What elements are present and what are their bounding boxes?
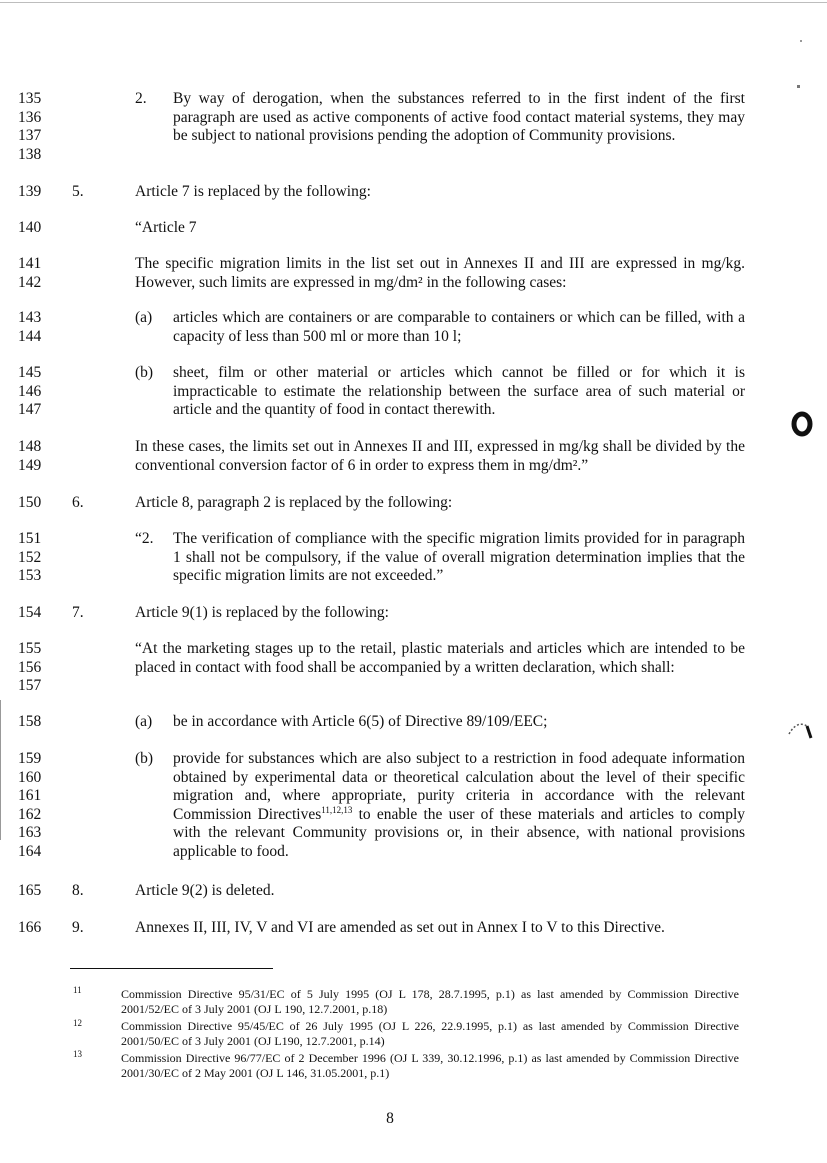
list-label: (a): [135, 309, 153, 326]
paragraph-number: “2.: [135, 530, 154, 547]
line-numbers: 158: [18, 713, 42, 730]
item-number: 8.: [72, 882, 84, 899]
line-numbers: 145 146 147: [18, 364, 42, 418]
list-label: (b): [135, 750, 154, 767]
line-numbers: 155 156 157: [18, 640, 42, 694]
item-number: 7.: [72, 604, 84, 621]
line-numbers: 166: [18, 919, 42, 936]
item-number: 6.: [72, 494, 84, 511]
amendment-text: Article 9(1) is replaced by the following:: [135, 604, 389, 621]
scan-mark: [785, 718, 815, 742]
line-numbers: 154: [18, 604, 42, 621]
line-numbers: 135 136 137 138: [18, 90, 42, 163]
item-number: 9.: [72, 919, 84, 936]
list-text: be in accordance with Article 6(5) of Directive 89/109/EEC;: [173, 713, 548, 730]
scan-edge: [0, 700, 1, 840]
scan-speck: [800, 40, 802, 42]
article-paragraph: The specific migration limits in the list set out in Annexes II and III are expressed in mg/kg. However, such limits are expressed in mg/dm² in the following cases:: [135, 255, 745, 291]
list-label: (a): [135, 713, 153, 730]
footnote-text: Commission Directive 96/77/EC of 2 December 1996 (OJ L 339, 30.12.1996, p.1) as last amended by Commission Directive 2001/30/EC of 2 May 2001 (OJ L 146, 31.05.2001, p.1): [121, 1051, 739, 1080]
footnote-separator: [70, 968, 273, 969]
list-text: provide for substances which are also subject to a restriction in food adequate information obtained by experimental data or theoretical calculation about the level of their specific migration and, where appropriate, purity criteria in accordance with the relevant Commission Directives$^{11,12,13}$ to enable the user of these materials and articles to comply with the relevant Community provisions or, in their absence, with national provisions applicable to food.: [173, 750, 745, 860]
numbered-paragraph: [135, 530, 745, 586]
line-numbers: 150: [18, 494, 42, 511]
amendment-text: Article 7 is replaced by the following:: [135, 183, 371, 200]
page-number: 8: [386, 1110, 394, 1127]
numbered-paragraph: [135, 90, 745, 165]
line-numbers: 139: [18, 183, 42, 200]
footnote-mark: 12: [73, 1018, 82, 1028]
line-numbers: 140: [18, 219, 42, 236]
line-numbers: 151 152 153: [18, 530, 42, 584]
paragraph-number: 2.: [135, 90, 147, 107]
line-numbers: 159 160 161 162 163 164: [18, 750, 42, 860]
list-label: (b): [135, 364, 154, 381]
list-text: articles which are containers or are comparable to containers or which can be filled, with a capacity of less than 500 ml or more than 10 l;: [173, 309, 745, 345]
scan-speck: [797, 85, 800, 88]
footnote-reference: 11,12,13: [321, 804, 353, 815]
footnote-text: Commission Directive 95/45/EC of 26 July 1995 (OJ L 226, 22.9.1995, p.1) as last amended by Commission Directive 2001/50/EC of 3 July 2001 (OJ L190, 12.7.2001, p.14): [121, 1019, 739, 1048]
paragraph-text: The verification of compliance with the specific migration limits provided for in paragraph 1 shall not be compulsory, if the value of overall migration determination implies that the specific migration limits are not exceeded.”: [173, 530, 745, 584]
line-numbers: 143 144: [18, 309, 42, 345]
amendment-text: Annexes II, III, IV, V and VI are amended as set out in Annex I to V to this Directive.: [135, 919, 665, 936]
line-numbers: 148 149: [18, 438, 42, 474]
punch-hole-mark: [790, 410, 814, 438]
list-item: [135, 750, 745, 862]
article-heading: “Article 7: [135, 219, 197, 236]
list-item: [135, 309, 745, 347]
line-numbers: 165: [18, 882, 42, 899]
item-number: 5.: [72, 183, 84, 200]
amendment-text: Article 9(2) is deleted.: [135, 882, 275, 899]
footnote-mark: 13: [73, 1049, 82, 1059]
list-item: [135, 713, 745, 732]
article-paragraph: In these cases, the limits set out in Annexes II and III, expressed in mg/kg shall be divided by the conventional conversion factor of 6 in order to express them in mg/dm².”: [135, 438, 745, 474]
footnote-text: Commission Directive 95/31/EC of 5 July 1995 (OJ L 178, 28.7.1995, p.1) as last amended by Commission Directive 2001/52/EC of 3 July 2001 (OJ L 190, 12.7.2001, p.18): [121, 987, 739, 1016]
paragraph-text: By way of derogation, when the substances referred to in the first indent of the first paragraph are used as active components of active food contact material systems, they may be subject to national provisions pending the adoption of Community provisions.: [173, 90, 745, 144]
list-text: sheet, film or other material or articles which cannot be filled or for which it is impracticable to estimate the relationship between the surface area of such material or article and the quantity of food in contact therewith.: [173, 364, 745, 418]
scan-top-edge: [0, 2, 827, 3]
article-paragraph: “At the marketing stages up to the retail, plastic materials and articles which are intended to be placed in contact with food shall be accompanied by a written declaration, which shall:: [135, 640, 745, 676]
line-numbers: 141 142: [18, 255, 42, 291]
amendment-text: Article 8, paragraph 2 is replaced by the following:: [135, 494, 453, 511]
list-item: [135, 364, 745, 420]
footnote-mark: 11: [73, 985, 82, 995]
